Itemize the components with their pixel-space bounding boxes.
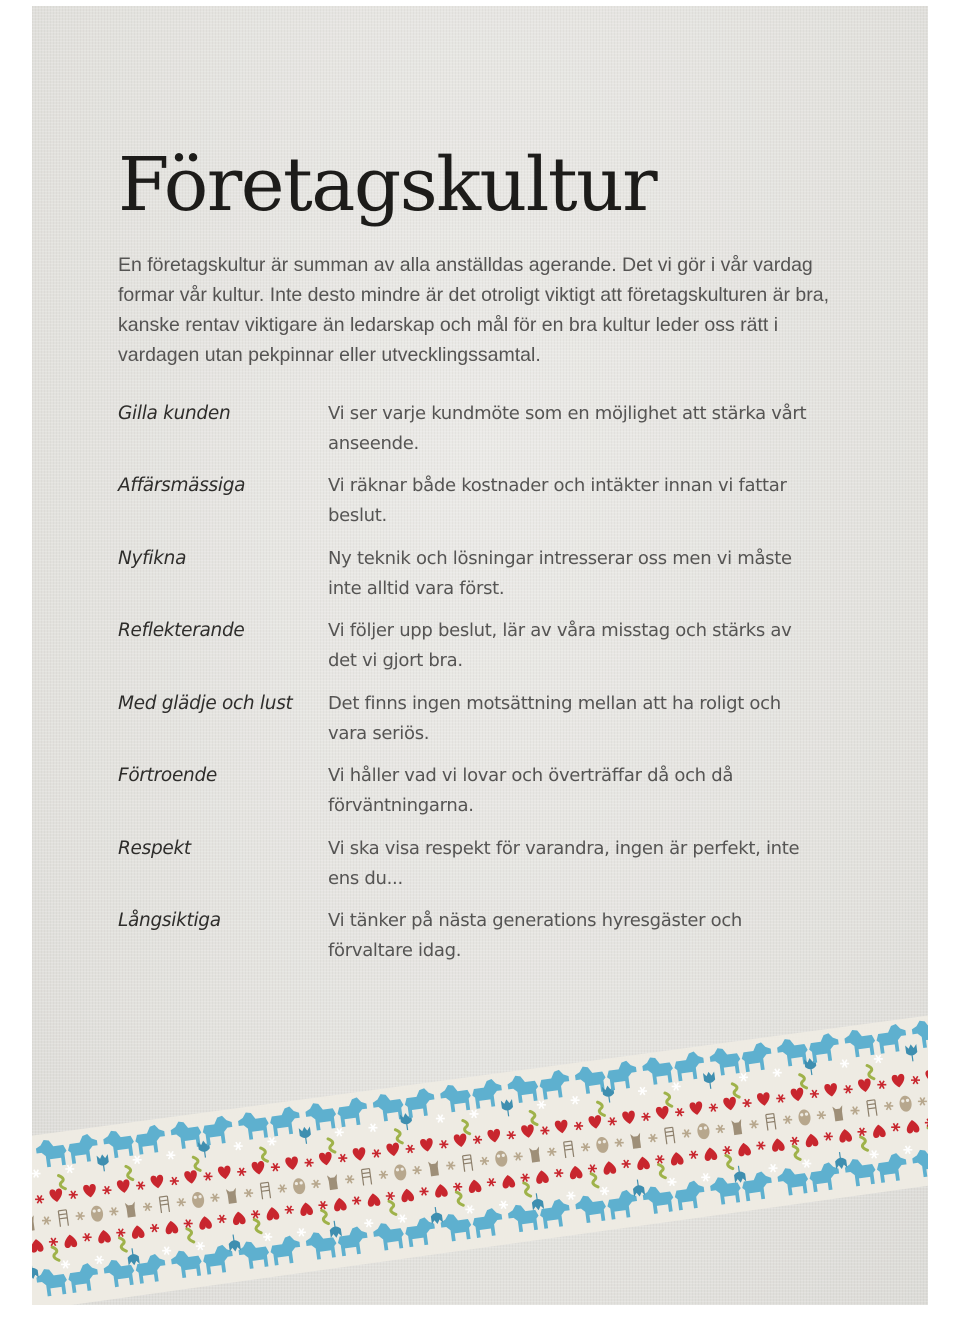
value-description: Vi ska visa respekt för varandra, ingen är perfekt, inte ens du... [328,838,800,889]
value-description: Vi tänker på nästa generations hyresgäster och förvaltare idag. [328,910,743,961]
value-description: Det finns ingen motsättning mellan att ha roligt och vara seriös. [328,693,781,744]
value-term: Reflekterande [118,620,245,641]
value-term: Respekt [118,838,191,859]
intro-paragraph: En företagskultur är summan av alla anställdas agerande. Det vi gör i vår vardag formar vår kultur. Inte desto mindre är det otroligt viktigt att företagskulturen är bra, kanske rentav viktigare än ledarskap och mål för en bra kultur leder oss rätt i vardagen utan pekpinnar eller utvecklingssamtal. [118,254,829,366]
value-term: Förtroende [118,765,217,786]
folk-pattern-ribbon [32,6,928,1305]
value-term: Gilla kunden [118,403,231,424]
page-title: Företagskultur [118,142,657,228]
value-description: Vi följer upp beslut, lär av våra misstag och stärks av det vi gjort bra. [328,620,792,671]
value-term: Nyfikna [118,548,187,569]
value-term: Med glädje och lust [118,693,293,714]
value-term: Affärsmässiga [118,475,246,496]
value-description: Vi räknar både kostnader och intäkter innan vi fattar beslut. [328,475,787,526]
value-description: Vi håller vad vi lovar och överträffar då och då förväntningarna. [328,765,734,816]
value-term: Långsiktiga [118,910,221,931]
document-page [32,6,928,1305]
value-description: Vi ser varje kundmöte som en möjlighet att stärka vårt anseende. [328,403,807,454]
value-description: Ny teknik och lösningar intresserar oss men vi måste inte alltid vara först. [328,548,792,599]
